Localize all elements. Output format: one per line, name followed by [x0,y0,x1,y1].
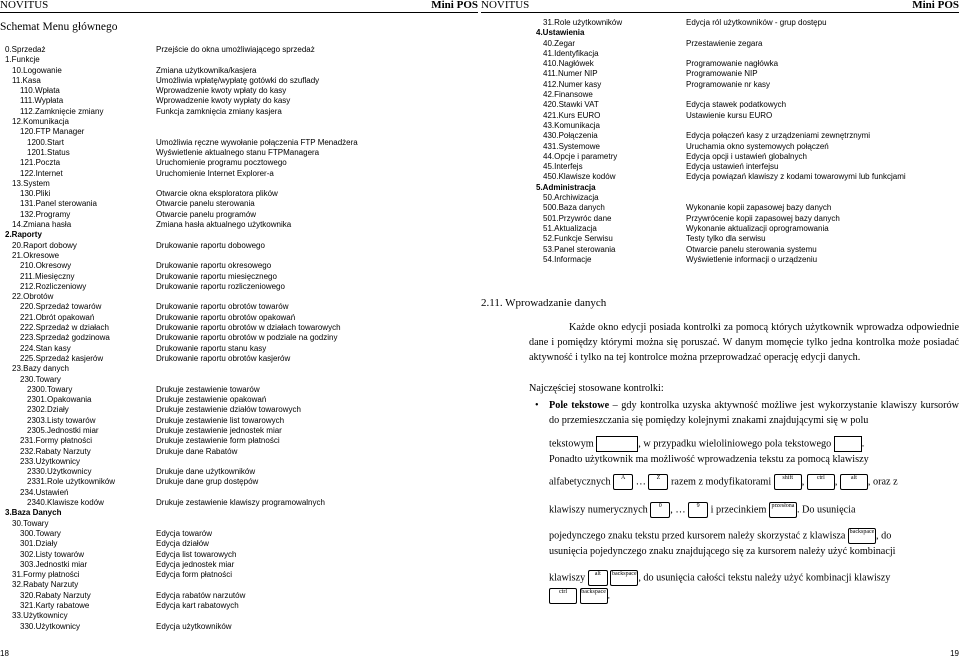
menu-item-code: 22.Obrotów [12,292,54,302]
menu-item-code: 232.Rabaty Narzuty [20,446,91,456]
menu-row [0,508,478,518]
menu-item-code: 233.Użytkownicy [20,456,81,466]
text-fragment: . [861,438,865,450]
menu-row [481,80,959,90]
menu-item-code: 302.Listy towarów [20,549,85,559]
menu-row [0,292,478,302]
key-ctrl-icon: ctrl [807,474,835,490]
bullet-paragraph [535,398,959,428]
menu-item-code: 52.Funkcje Serwisu [543,234,613,244]
menu-item-code: 450.Klawisze kodów [543,172,616,182]
menu-row [0,457,478,467]
menu-row [0,199,478,209]
text-fragment: i przecinkiem [710,504,767,516]
menu-item-description: Drukowanie raportu okresowego [156,261,272,271]
text-fragment: , [801,476,805,488]
text-fragment: tekstowym [549,438,594,450]
menu-item-description: Wyświetlenie informacji o urządzeniu [686,254,818,264]
menu-item-description: Umożliwia wpłatę/wypłatę gotówki do szuflady [156,75,320,85]
text-fragment: klawiszy numerycznych [549,504,648,516]
bullet-icon: • [535,400,539,411]
menu-item-code: 40.Zegar [543,38,576,48]
menu-row [0,107,478,117]
menu-item-code: 33.Użytkownicy [12,611,68,621]
menu-item-code: 131.Panel sterowania [20,199,97,209]
menu-item-description: Drukowanie raportu obrotów w działach towarowych [156,323,341,333]
left-page [0,0,478,659]
text-fragment: , oraz z [867,476,898,488]
menu-row [0,436,478,446]
menu-item-description: Drukuje zestawienie opakowań [156,395,267,405]
menu-item-description: Edycja towarów [156,528,213,538]
menu-row [0,189,478,199]
menu-item-code: 1200.Start [27,137,64,147]
key-alt-icon: alt [588,570,608,586]
menu-item-description: Testy tylko dla serwisu [686,234,766,244]
text-field-sample [596,436,638,452]
menu-row [0,591,478,601]
menu-item-code: 121.Poczta [20,158,61,168]
menu-item-description: Drukuje zestawienie form płatności [156,436,280,446]
menu-row [0,498,478,508]
menu-item-code: 2.Raporty [5,230,42,240]
key-backspace-icon: backspace [848,528,876,544]
menu-row [0,55,478,65]
text-fragment: razem z modyfikatorami [671,476,772,488]
menu-item-description: Przestawienie zegara [686,38,763,48]
text-fragment: alfabetycznych [549,476,611,488]
menu-item-description: Drukowanie raportu miesięcznego [156,271,277,281]
key-nine-icon: 9 [688,502,708,518]
menu-item-code: 501.Przywróc dane [543,213,612,223]
menu-row [481,18,959,28]
menu-item-description: Programowanie NIP [686,69,758,79]
menu-item-description: Drukowanie raportu obrotów opakowań [156,312,296,322]
menu-item-code: 120.FTP Manager [20,127,85,137]
menu-row [0,426,478,436]
text-line: usunięcia pojedynczego znaku znajdującego się za kursorem należy użyć kombinacji [549,546,896,557]
menu-row [0,601,478,611]
menu-item-code: 224.Stan kasy [20,343,71,353]
key-ctrl-icon: ctrl [549,588,577,604]
text-fragment: , [834,476,838,488]
menu-row [0,86,478,96]
menu-item-code: 2302.Działy [27,405,69,415]
menu-item-description: Drukuje dane grup dostępów [156,477,259,487]
menu-row [481,245,959,255]
menu-item-code: 45.Interfejs [543,162,583,172]
menu-item-code: 132.Programy [20,209,71,219]
text-fragment: , [670,504,673,516]
menu-row [0,477,478,487]
menu-row [0,76,478,86]
menu-item-description: Edycja ustawień interfejsu [686,162,779,172]
menu-item-code: 231.Formy płatności [20,436,93,446]
menu-item-code: 43.Komunikacja [543,120,600,130]
menu-row [0,220,478,230]
menu-item-description: Edycja rabatów narzutów [156,590,246,600]
menu-row [481,28,959,38]
menu-row [0,210,478,220]
brand-label: NOVITUS [481,0,530,11]
bullet-text: – gdy kontrolka uzyska aktywność możliwe jest wykorzystanie klawiszy kursorów do przemieszczania się pomiędzy kolejnymi znakami znajdującymi się w polu [549,400,959,426]
menu-item-code: 53.Panel sterowania [543,244,616,254]
menu-item-code: 32.Rabaty Narzuty [12,580,79,590]
menu-row [481,162,959,172]
menu-item-code: 300.Towary [20,528,61,538]
text-line [549,474,959,490]
menu-item-code: 225.Sprzedaż kasjerów [20,353,104,363]
menu-item-code: 130.Pliki [20,189,51,199]
menu-item-code: 2303.Listy towarów [27,415,96,425]
key-z-icon: Z [648,474,668,490]
product-label: Mini POS [912,0,959,11]
menu-item-code: 2305.Jednostki miar [27,425,99,435]
menu-item-description: Edycja powiązań klawiszy z kodami towarowymi lub funkcjami [686,172,906,182]
menu-row [481,234,959,244]
menu-item-description: Edycja kart rabatowych [156,601,239,611]
menu-item-description: Ustawienie kursu EURO [686,110,773,120]
menu-row [0,539,478,549]
menu-item-code: 11.Kasa [12,75,41,85]
menu-row [0,96,478,106]
menu-item-code: 44.Opcje i parametry [543,151,618,161]
menu-item-description: Edycja ról użytkowników - grup dostępu [686,18,827,27]
menu-item-description: Otwarcie panelu sterowania systemu [686,244,817,254]
menu-item-code: 20.Raport dobowy [12,240,77,250]
menu-row [481,49,959,59]
text-fragment: , do usunięcia całości tekstu należy użyć kombinacji klawiszy [638,572,891,584]
text-fragment: , w przypadku wieloliniowego pola tekstowego [638,438,832,450]
menu-row [0,148,478,158]
menu-item-description: Otwarcie panelu programów [156,209,257,219]
menu-item-code: 431.Systemowe [543,141,600,151]
menu-item-code: 210.Okresowy [20,261,72,271]
menu-item-code: 12.Komunikacja [12,117,69,127]
menu-item-description: Drukowanie raportu rozliczeniowego [156,281,285,291]
menu-item-code: 411.Numer NIP [543,69,598,79]
text-fragment: , do [876,530,892,542]
menu-item-description: Drukuje dane Rabatów [156,446,238,456]
menu-item-description: Drukowanie raportu obrotów towarów [156,302,289,312]
menu-item-description: Drukowanie raportu stanu kasy [156,343,267,353]
menu-row [0,529,478,539]
menu-item-description: Umożliwia ręczne wywołanie połączenia FTP Menadżera [156,137,358,147]
menu-item-description: Funkcja zamknięcia zmiany kasjera [156,106,282,116]
text-line [549,502,959,518]
menu-row [0,395,478,405]
menu-item-code: 14.Zmiana hasła [12,220,72,230]
text-fragment: klawiszy [549,572,586,584]
key-shift-icon: shift [774,474,802,490]
menu-item-description: Drukowanie raportu obrotów w podziale na godziny [156,333,338,343]
menu-row [481,214,959,224]
menu-item-description: Edycja jednostek miar [156,559,235,569]
menu-schema-table [481,18,959,265]
menu-item-code: 410.Nagłówek [543,59,594,69]
menu-item-code: 110.Wpłata [20,86,60,96]
menu-row [0,241,478,251]
page-header [0,0,478,13]
menu-row [0,117,478,127]
menu-item-description: Zmiana hasła aktualnego użytkownika [156,220,292,230]
menu-item-description: Edycja działów [156,539,209,549]
menu-item-code: 31.Formy płatności [12,570,80,580]
menu-item-description: Przywrócenie kopii zapasowej bazy danych [686,213,840,223]
menu-item-description: Edycja form płatności [156,570,233,580]
text-fragment: . [607,590,611,602]
menu-row [0,385,478,395]
menu-row [481,90,959,100]
menu-schema-table [0,45,478,632]
text-line [549,588,959,604]
menu-item-code: 2301.Opakowania [27,395,92,405]
text-line [549,528,959,544]
menu-item-code: 500.Baza danych [543,203,605,213]
key-backspace-icon: backspace [580,588,608,604]
right-page [481,0,959,659]
menu-item-code: 2300.Towary [27,384,73,394]
menu-item-code: 320.Rabaty Narzuty [20,590,91,600]
menu-item-description: Edycja list towarowych [156,549,237,559]
menu-row [0,570,478,580]
brand-label: NOVITUS [0,0,49,11]
menu-item-description: Uruchomienie Internet Explorer-a [156,168,274,178]
text-line [549,570,959,586]
menu-item-code: 21.Okresowe [12,250,60,260]
menu-item-description: Otwarcie okna eksploratora plików [156,189,278,199]
menu-item-code: 211.Miesięczny [20,271,75,281]
menu-row [481,142,959,152]
menu-row [0,179,478,189]
menu-item-code: 13.System [12,178,50,188]
menu-row [0,251,478,261]
menu-row [0,375,478,385]
menu-item-description: Drukowanie raportu obrotów kasjerów [156,353,291,363]
menu-row [481,100,959,110]
menu-row [0,230,478,240]
menu-row [481,69,959,79]
menu-item-description: Wprowadzenie kwoty wypłaty do kasy [156,96,291,106]
menu-item-description: Uruchomienie programu pocztowego [156,158,287,168]
text-line: Ponadto użytkownik ma możliwość wprowadzenia tekstu za pomocą klawiszy [549,454,869,465]
menu-row [0,467,478,477]
menu-row [0,302,478,312]
menu-item-code: 412.Numer kasy [543,79,602,89]
menu-row [0,45,478,55]
menu-row [481,111,959,121]
menu-item-description: Drukuje zestawienie towarów [156,384,260,394]
menu-row [0,261,478,271]
menu-item-code: 30.Towary [12,518,49,528]
multiline-field-sample [834,436,862,452]
menu-item-code: 5.Administracja [536,182,596,192]
menu-item-description: Drukuje dane użytkowników [156,467,256,477]
section-title: 2.11. Wprowadzanie danych [481,297,607,309]
key-backspace-icon: backspace [610,570,638,586]
menu-item-description: Drukuje zestawienie list towarowych [156,415,285,425]
menu-item-code: 1201.Status [27,147,70,157]
menu-item-description: Edycja stawek podatkowych [686,100,787,110]
menu-row [0,550,478,560]
menu-item-description: Drukuje zestawienie klawiszy programowalnych [156,498,325,508]
menu-row [481,39,959,49]
menu-item-description: Zmiana użytkownika/kasjera [156,65,257,75]
menu-row [0,344,478,354]
menu-row [481,59,959,69]
menu-item-code: 50.Archiwizacja [543,193,599,203]
menu-item-code: 2340.Klawisze kodów [27,498,104,508]
menu-row [0,272,478,282]
menu-item-description: Wyświetlenie aktualnego stanu FTPManagera [156,147,320,157]
menu-item-description: Przejście do okna umożliwiającego sprzedaż [156,45,315,54]
menu-item-code: 303.Jednostki miar [20,559,88,569]
menu-item-code: 2330.Użytkownicy [27,467,92,477]
menu-item-description: Programowanie nr kasy [686,79,771,89]
menu-row [0,282,478,292]
menu-item-code: 222.Sprzedaż w działach [20,323,109,333]
menu-item-code: 3.Baza Danych [5,508,62,518]
menu-item-code: 10.Logowanie [12,65,62,75]
menu-row [481,183,959,193]
menu-item-description: Otwarcie panelu sterowania [156,199,255,209]
menu-item-description: Edycja połączeń kasy z urządzeniami zewnętrznymi [686,131,871,141]
menu-row [0,313,478,323]
menu-item-code: 0.Sprzedaż [5,45,46,54]
menu-item-description: Uruchamia okno systemowych połączeń [686,141,829,151]
menu-item-code: 230.Towary [20,374,61,384]
menu-row [0,364,478,374]
menu-item-code: 212.Rozliczeniowy [20,281,87,291]
menu-row [481,172,959,182]
menu-item-description: Programowanie nagłówka [686,59,779,69]
menu-item-code: 223.Sprzedaż godzinowa [20,333,110,343]
menu-item-code: 220.Sprzedaż towarów [20,302,102,312]
menu-item-code: 2331.Role użytkowników [27,477,116,487]
menu-item-code: 1.Funkcje [5,55,40,65]
menu-row [0,580,478,590]
key-a-icon: A [613,474,633,490]
menu-row [0,447,478,457]
menu-item-code: 420.Stawki VAT [543,100,599,110]
menu-item-description: Wykonanie kopii zapasowej bazy danych [686,203,832,213]
paragraph: Najczęściej stosowane kontrolki: [529,383,664,394]
menu-row [0,323,478,333]
menu-row [0,333,478,343]
menu-item-code: 430.Połączenia [543,131,598,141]
menu-item-code: 234.Ustawień [20,487,69,497]
menu-row [481,193,959,203]
menu-row [0,611,478,621]
key-comma-icon: przesłona [769,502,797,518]
paragraph: Każde okno edycji posiada kontrolki za pomocą których użytkownik wprowadza odpowiednie dane i pomiędzy którymi można się poruszać. W danym momęcie tylko jedna kontrolka może posiadać aktywność i tylko na tej kontrolce można przeprowadzać operację edycji danych. [529,322,959,363]
page-title: Schemat Menu głównego [0,21,118,33]
menu-item-code: 330.Użytkownicy [20,621,81,631]
menu-item-code: 41.Identyfikacja [543,48,599,58]
menu-row [481,203,959,213]
menu-item-code: 51.Aktualizacja [543,223,597,233]
page-header [481,0,959,13]
page-number: 18 [0,649,9,658]
menu-item-description: Wprowadzenie kwoty wpłaty do kasy [156,86,287,96]
menu-row [481,121,959,131]
menu-item-description: Drukuje zestawienie jednostek miar [156,425,282,435]
menu-item-code: 31.Role użytkowników [543,18,623,27]
menu-row [0,416,478,426]
menu-row [481,131,959,141]
page-number: 19 [950,649,959,658]
menu-item-code: 112.Zamknięcie zmiany [20,106,104,116]
menu-row [0,488,478,498]
menu-item-code: 321.Karty rabatowe [20,601,90,611]
text-fragment: . Do usunięcia [796,504,856,516]
text-line [549,436,959,452]
menu-item-code: 42.Finansowe [543,90,593,100]
menu-item-code: 4.Ustawienia [536,28,585,38]
menu-row [481,255,959,265]
text-fragment: pojedynczego znaku tekstu przed kursorem należy skorzystać z klawisza [549,530,846,542]
key-alt-icon: alt [840,474,868,490]
menu-item-description: Edycja opcji i ustawień globalnych [686,151,807,161]
menu-item-code: 111.Wypłata [20,96,64,106]
menu-row [0,405,478,415]
menu-row [0,66,478,76]
menu-item-description: Edycja użytkowników [156,621,232,631]
key-zero-icon: 0 [650,502,670,518]
text-fragment: … [675,504,686,516]
menu-item-description: Wykonanie aktualizacji oprogramowania [686,223,829,233]
menu-item-code: 122.Internet [20,168,63,178]
menu-item-description: Drukowanie raportu dobowego [156,240,265,250]
menu-item-code: 54.Informacje [543,254,592,264]
menu-item-code: 23.Bazy danych [12,364,69,374]
bullet-term: Pole tekstowe [549,400,610,411]
menu-row [481,224,959,234]
menu-row [0,519,478,529]
product-label: Mini POS [431,0,478,11]
menu-row [481,152,959,162]
menu-row [0,354,478,364]
menu-row [0,560,478,570]
menu-row [0,622,478,632]
menu-item-code: 421.Kurs EURO [543,110,601,120]
menu-item-code: 221.Obrót opakowań [20,312,95,322]
menu-row [0,158,478,168]
menu-row [0,169,478,179]
menu-item-description: Drukuje zestawienie działów towarowych [156,405,301,415]
menu-item-code: 301.Działy [20,539,58,549]
menu-row [0,127,478,137]
menu-row [0,138,478,148]
text-fragment: … [635,476,646,488]
